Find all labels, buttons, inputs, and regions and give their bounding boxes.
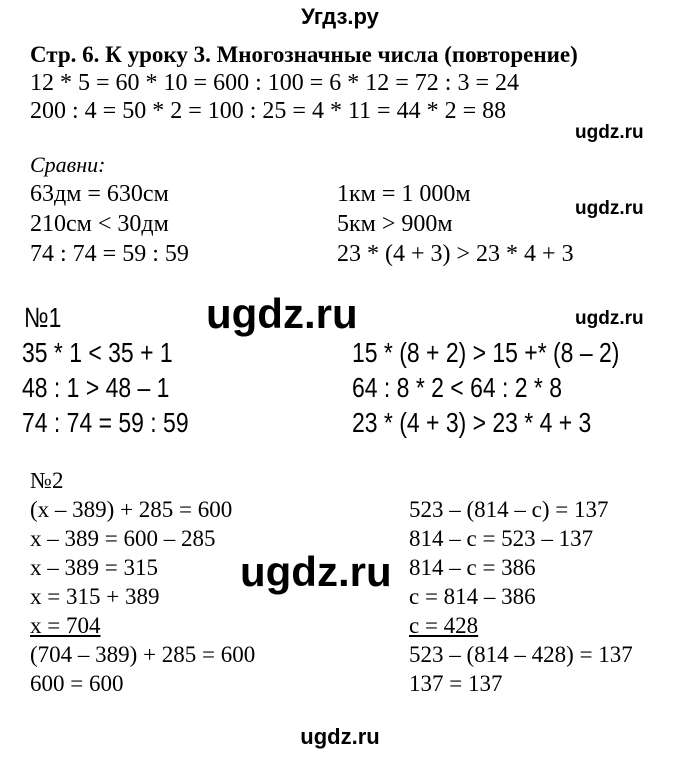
footer-watermark: ugdz.ru: [300, 724, 380, 749]
watermark: ugdz.ru: [575, 198, 644, 219]
task1-right-item: 64 : 8 * 2 < 64 : 2 * 8: [352, 372, 562, 403]
task1-right-item: 15 * (8 + 2) > 15 +* (8 – 2): [352, 337, 620, 368]
compare-right-item: 1км = 1 000м: [337, 181, 471, 207]
watermark-large: ugdz.ru: [206, 290, 358, 337]
compare-label: Сравни:: [30, 152, 106, 177]
task2-left-item: (x – 389) + 285 = 600: [30, 497, 233, 522]
task1-left-item: 35 * 1 < 35 + 1: [22, 337, 173, 368]
task2-left-item: (704 – 389) + 285 = 600: [30, 642, 256, 667]
compare-left-item: 63дм = 630см: [30, 181, 169, 207]
watermark: ugdz.ru: [575, 308, 644, 329]
task2-left-answer: x = 704: [30, 613, 101, 638]
task1-left-item: 48 : 1 > 48 – 1: [22, 372, 170, 403]
page-title: Стр. 6. К уроку 3. Многозначные числа (повторение): [30, 42, 578, 67]
compare-right-item: 5км > 900м: [337, 211, 453, 237]
task2-left-item: x – 389 = 315: [30, 555, 158, 580]
task2-right-answer: c = 428: [409, 613, 479, 638]
task2-left-item: x – 389 = 600 – 285: [30, 526, 216, 551]
intro-line: 12 * 5 = 60 * 10 = 600 : 100 = 6 * 12 = 72 : 3 = 24: [30, 70, 520, 96]
compare-right-item: 23 * (4 + 3) > 23 * 4 + 3: [337, 241, 574, 267]
site-title: Угдз.ру: [301, 4, 379, 29]
task2-right-item: 523 – (814 – c) = 137: [409, 497, 609, 522]
intro-line: 200 : 4 = 50 * 2 = 100 : 25 = 4 * 11 = 44 * 2 = 88: [30, 98, 507, 124]
task1-label: №1: [24, 302, 62, 333]
watermark-large: ugdz.ru: [240, 548, 392, 595]
watermark: ugdz.ru: [575, 122, 644, 143]
compare-left-item: 210см < 30дм: [30, 211, 169, 237]
task2-label: №2: [30, 468, 64, 493]
task2-right-item: 137 = 137: [409, 671, 503, 696]
task1-right-item: 23 * (4 + 3) > 23 * 4 + 3: [352, 407, 592, 438]
task1-left-item: 74 : 74 = 59 : 59: [22, 407, 189, 438]
task2-right-item: 523 – (814 – 428) = 137: [409, 642, 633, 667]
task2-left-item: 600 = 600: [30, 671, 124, 696]
task2-right-item: 814 – c = 386: [409, 555, 536, 580]
task2-right-item: 814 – c = 523 – 137: [409, 526, 594, 551]
task2-left-item: x = 315 + 389: [30, 584, 160, 609]
task2-right-item: c = 814 – 386: [409, 584, 536, 609]
compare-left-item: 74 : 74 = 59 : 59: [30, 241, 189, 267]
